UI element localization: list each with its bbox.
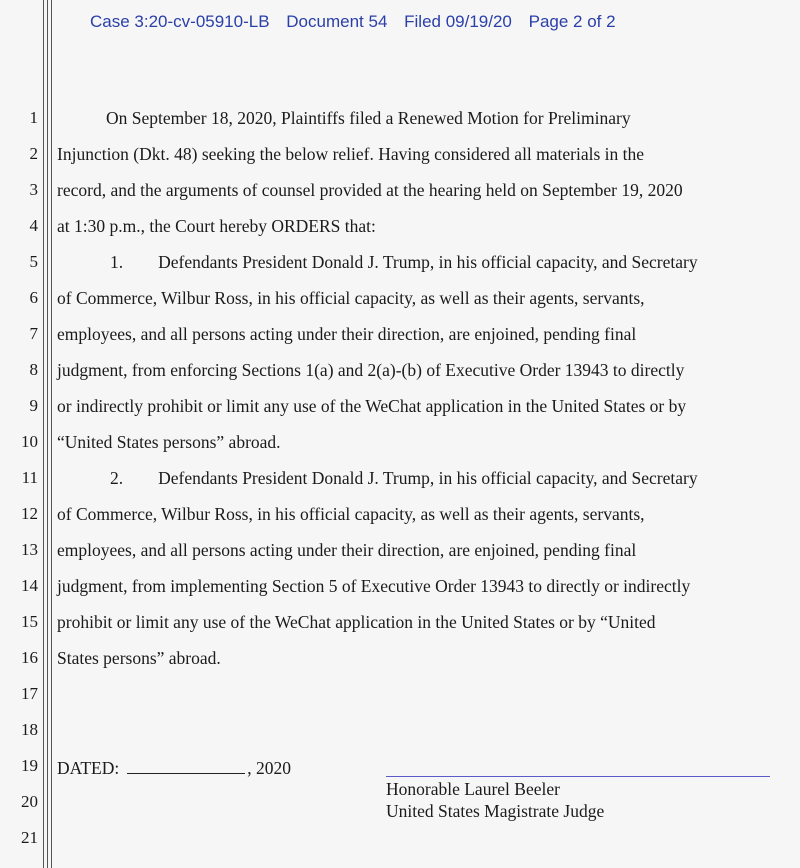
- line-number: 12: [21, 504, 38, 523]
- line-number: 19: [21, 756, 38, 775]
- line-number: 4: [29, 216, 38, 235]
- date-blank: [127, 759, 245, 774]
- line-number: 3: [29, 180, 38, 199]
- line-number: 7: [29, 324, 38, 343]
- signature-line: [386, 776, 770, 777]
- body-line: of Commerce, Wilbur Ross, in his official capacity, as well as their agents, servants,: [57, 288, 645, 308]
- body-line: judgment, from implementing Section 5 of Executive Order 13943 to directly or indirectly: [57, 576, 691, 596]
- dated-line: [57, 757, 291, 779]
- body-line: or indirectly prohibit or limit any use of the WeChat application in the United States or by: [57, 396, 687, 416]
- line-number: 18: [21, 720, 38, 739]
- dated-year: , 2020: [247, 758, 291, 778]
- judge-title: United States Magistrate Judge: [386, 801, 605, 821]
- line-number: 17: [21, 684, 38, 703]
- line-number: 13: [21, 540, 38, 559]
- order-item-2: 2. Defendants President Donald J. Trump, in his official capacity, and Secretary: [110, 468, 698, 488]
- body-line: at 1:30 p.m., the Court hereby ORDERS that:: [57, 216, 376, 236]
- line-number: 9: [29, 396, 38, 415]
- dated-label: DATED:: [57, 758, 120, 778]
- line-number: 14: [21, 576, 38, 595]
- line-number: 1: [29, 108, 38, 127]
- line-number: 16: [21, 648, 38, 667]
- line-number: 11: [21, 468, 38, 487]
- body-line: employees, and all persons acting under their direction, are enjoined, pending final: [57, 324, 637, 344]
- margin-rule: [51, 0, 52, 868]
- case-number: Case 3:20-cv-05910-LB: [90, 12, 270, 31]
- line-number: 6: [29, 288, 38, 307]
- body-line: of Commerce, Wilbur Ross, in his official capacity, as well as their agents, servants,: [57, 504, 645, 524]
- body-line: record, and the arguments of counsel provided at the hearing held on September 19, 2020: [57, 180, 683, 200]
- body-line: Injunction (Dkt. 48) seeking the below relief. Having considered all materials in the: [57, 144, 645, 164]
- judge-name: Honorable Laurel Beeler: [386, 779, 560, 799]
- body-line: On September 18, 2020, Plaintiffs filed a Renewed Motion for Preliminary: [106, 108, 631, 128]
- line-number: 8: [29, 360, 38, 379]
- filed-date: Filed 09/19/20: [404, 12, 512, 31]
- page-indicator: Page 2 of 2: [528, 12, 616, 31]
- filing-header: [90, 12, 628, 32]
- line-number: 20: [21, 792, 38, 811]
- order-item-1: 1. Defendants President Donald J. Trump, in his official capacity, and Secretary: [110, 252, 698, 272]
- body-line: employees, and all persons acting under their direction, are enjoined, pending final: [57, 540, 637, 560]
- body-line: judgment, from enforcing Sections 1(a) and 2(a)-(b) of Executive Order 13943 to directly: [57, 360, 685, 380]
- line-number: 2: [29, 144, 38, 163]
- margin-rule: [47, 0, 48, 868]
- margin-rule: [43, 0, 44, 868]
- line-number: 10: [21, 432, 38, 451]
- body-line: “United States persons” abroad.: [57, 432, 281, 452]
- line-number: 5: [29, 252, 38, 271]
- line-number: 21: [21, 828, 38, 847]
- line-number: 15: [21, 612, 38, 631]
- document-number: Document 54: [286, 12, 388, 31]
- body-line: States persons” abroad.: [57, 648, 221, 668]
- body-line: prohibit or limit any use of the WeChat application in the United States or by “United: [57, 612, 656, 632]
